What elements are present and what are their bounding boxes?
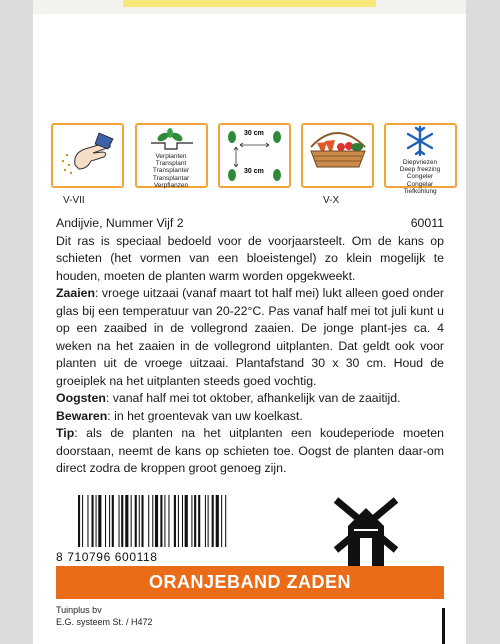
zaaien-label: Zaaien xyxy=(56,286,95,300)
zaaien-paragraph xyxy=(56,285,444,390)
description xyxy=(56,215,444,478)
product-code: 60011 xyxy=(410,216,444,230)
tip-label: Tip xyxy=(56,426,75,440)
freeze-label-es: Congelar xyxy=(406,180,434,188)
transplant-labels xyxy=(131,153,211,189)
spacing-box xyxy=(218,123,291,188)
bewaren-text: : in het groentevak van uw koelkast. xyxy=(107,408,303,423)
barcode-digits: 8 710796 600118 xyxy=(56,550,158,564)
company-reference: E.G. systeem St. / H472 xyxy=(56,617,153,627)
oogsten-text: : vanaf half mei tot oktober, afhankelijk van de zaaitijd. xyxy=(105,391,401,405)
freeze-label-en: Deep freezing xyxy=(399,166,441,174)
icon-row xyxy=(51,123,463,206)
transplant-label-de: Verpflanzen xyxy=(153,181,189,189)
tip-paragraph xyxy=(56,425,444,478)
transplant-label-fr: Transplanter xyxy=(152,167,190,175)
sowing-hand-icon xyxy=(53,125,122,186)
transplant-label-es: Transplantar xyxy=(152,174,190,182)
harvest-basket-icon xyxy=(303,125,372,186)
freeze-label-fr: Congeler xyxy=(406,173,434,181)
bewaren-label: Bewaren xyxy=(56,408,108,423)
transplant-label-en: Transplant xyxy=(155,160,187,168)
sowing-box xyxy=(51,123,124,188)
black-divider-bar xyxy=(442,608,445,644)
product-name-suffix: 2 xyxy=(176,216,184,230)
spacing-side-label: 30 cm xyxy=(244,168,264,175)
oogsten-label: Oogsten xyxy=(56,391,106,405)
product-heading xyxy=(56,215,444,233)
spacing-top-label: 30 cm xyxy=(244,130,264,137)
brand-name: ORANJEBAND ZADEN xyxy=(148,572,351,592)
zaaien-text: : vroege uitzaai (vanaf maart tot half mei) lukt alleen goed onder glas bij een temperatuur van 20-22°C. Pas vanaf half mei tot juli kunt u op een zaaibed in de vollegrond zaaien. De jonge plant-jes ca. 4 weken na het zaaien in de vollegrond uitplanten. Dat geldt ook voor planten uit de vroege uitzaai. Plantafstand 30 x 30 cm. Houd de groeiplek na het uitplanten steeds goed vochtig. xyxy=(56,286,444,388)
tip-text: : als de planten na het uitplanten een koudeperiode moeten doorstaan, neemt de kans op schieten toe. Oogst de planten daar-om direct zodra de kroppen groot genoeg zijn. xyxy=(56,426,444,475)
freeze-labels xyxy=(380,159,460,195)
freeze-label-de: Tiefkühlung xyxy=(403,187,437,195)
transplant-icon xyxy=(137,125,206,155)
harvest-period: V-X xyxy=(323,195,340,206)
snowflake-icon xyxy=(386,125,455,157)
top-yellow-band xyxy=(123,0,376,7)
freeze-label-nl: Diepvriezen xyxy=(402,159,438,166)
harvest-box xyxy=(301,123,374,188)
transplant-label-nl: Verplanten xyxy=(155,153,187,160)
product-name: Andijvie, Nummer Vijf xyxy=(56,216,174,230)
product-title xyxy=(56,215,184,233)
bewaren-paragraph xyxy=(56,408,444,426)
intro-text: Dit ras is speciaal bedoeld voor de voorjaarsteelt. Om de kans op schieten (het vormen van een bloeistengel) zo klein mogelijk te houden, moeten de planten warm worden opgekweekt. xyxy=(56,233,444,283)
company-name: Tuinplus bv xyxy=(56,605,102,615)
windmill-logo-icon xyxy=(326,494,406,568)
sowing-period: V-VII xyxy=(63,195,85,206)
oogsten-paragraph xyxy=(56,390,444,408)
barcode xyxy=(56,495,316,575)
barcode-bars xyxy=(78,495,278,550)
brand-band xyxy=(56,566,444,599)
top-strip xyxy=(33,0,466,14)
company-info xyxy=(56,604,153,628)
